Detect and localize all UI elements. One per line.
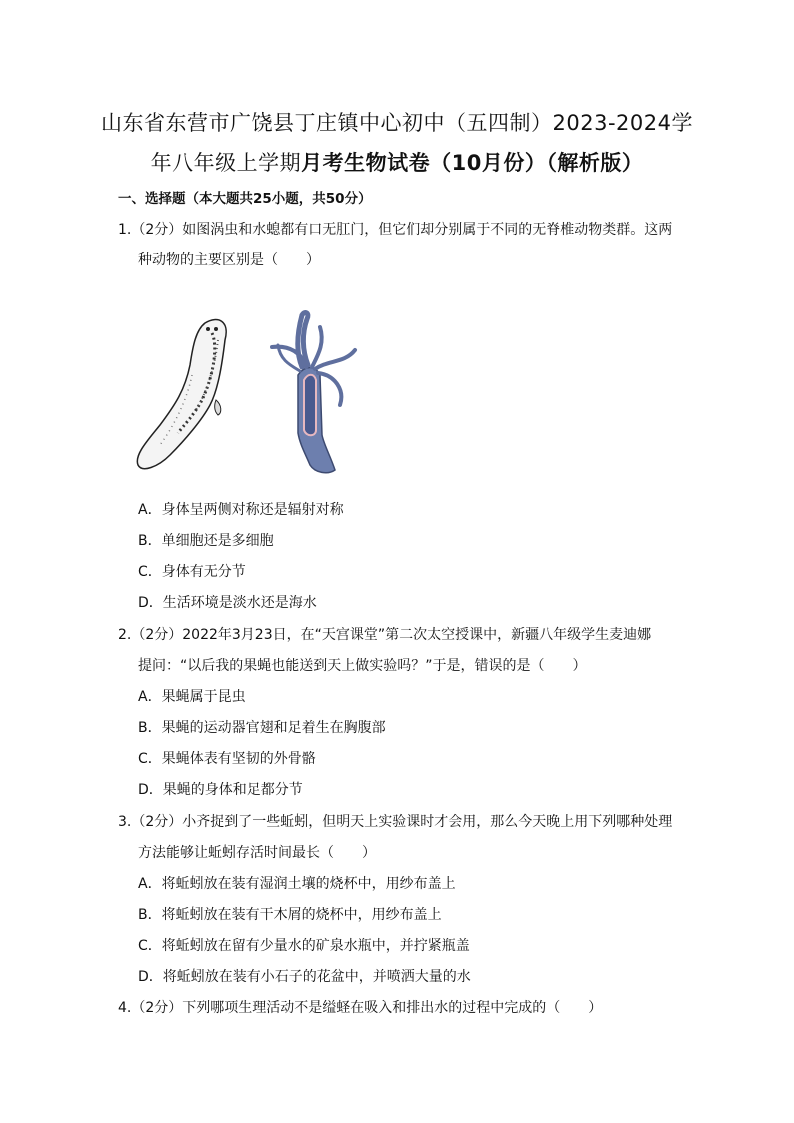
exam-title-line2-part2: 月考生物试卷（10月份）（解析版） bbox=[301, 151, 644, 175]
q3-option-a: A．将蚯蚓放在装有湿润土壤的烧杯中，用纱布盖上 bbox=[138, 876, 456, 892]
q4-stem-line1: 4.（2分）下列哪项生理活动不是缢蛏在吸入和排出水的过程中完成的（ ） bbox=[118, 1000, 603, 1016]
q3-stem-line1: 3.（2分）小齐捉到了一些蚯蚓，但明天上实验课时才会用，那么今天晚上用下列哪种处理 bbox=[118, 814, 673, 830]
q2-option-c: C．果蝇体表有坚韧的外骨骼 bbox=[138, 751, 316, 767]
q2-stem-line2: 提问：“以后我的果蝇也能送到天上做实验吗？”于是，错误的是（ ） bbox=[138, 658, 587, 674]
q2-stem-line1: 2.（2分）2022年3月23日，在“天宫课堂”第二次太空授课中，新疆八年级学生麦迪娜 bbox=[118, 627, 652, 643]
q3-option-b: B．将蚯蚓放在装有干木屑的烧杯中，用纱布盖上 bbox=[138, 907, 442, 923]
q3-option-c: C．将蚯蚓放在留有少量水的矿泉水瓶中，并拧紧瓶盖 bbox=[138, 938, 470, 954]
q1-stem-line1: 1.（2分）如图涡虫和水螅都有口无肛门，但它们却分别属于不同的无脊椎动物类群。这两 bbox=[118, 222, 673, 238]
hydra-illustration bbox=[272, 312, 355, 472]
exam-title-line2-part1: 年八年级上学期 bbox=[150, 151, 302, 175]
q1-option-b: B．单细胞还是多细胞 bbox=[138, 533, 274, 549]
q2-option-b: B．果蝇的运动器官翅和足着生在胸腹部 bbox=[138, 720, 386, 736]
q1-option-d: D．生活环境是淡水还是海水 bbox=[138, 595, 317, 611]
exam-title-line1: 山东省东营市广饶县丁庄镇中心初中（五四制）2023-2024学 bbox=[101, 111, 693, 135]
q3-option-d: D．将蚯蚓放在装有小石子的花盆中，并喷洒大量的水 bbox=[138, 969, 471, 985]
section-heading: 一、选择题（本大题共25小题，共50分） bbox=[118, 191, 372, 207]
q3-stem-line2: 方法能够让蚯蚓存活时间最长（ ） bbox=[138, 845, 376, 861]
flatworm-illustration bbox=[137, 320, 226, 469]
q1-option-a: A．身体呈两侧对称还是辐射对称 bbox=[138, 502, 344, 518]
q1-stem-line2: 种动物的主要区别是（ ） bbox=[138, 252, 320, 268]
flatworm-hydra-figure bbox=[130, 305, 380, 480]
q2-option-a: A．果蝇属于昆虫 bbox=[138, 689, 246, 705]
q2-option-d: D．果蝇的身体和足都分节 bbox=[138, 782, 303, 798]
q1-option-c: C．身体有无分节 bbox=[138, 564, 246, 580]
exam-title-line2 bbox=[0, 147, 794, 177]
